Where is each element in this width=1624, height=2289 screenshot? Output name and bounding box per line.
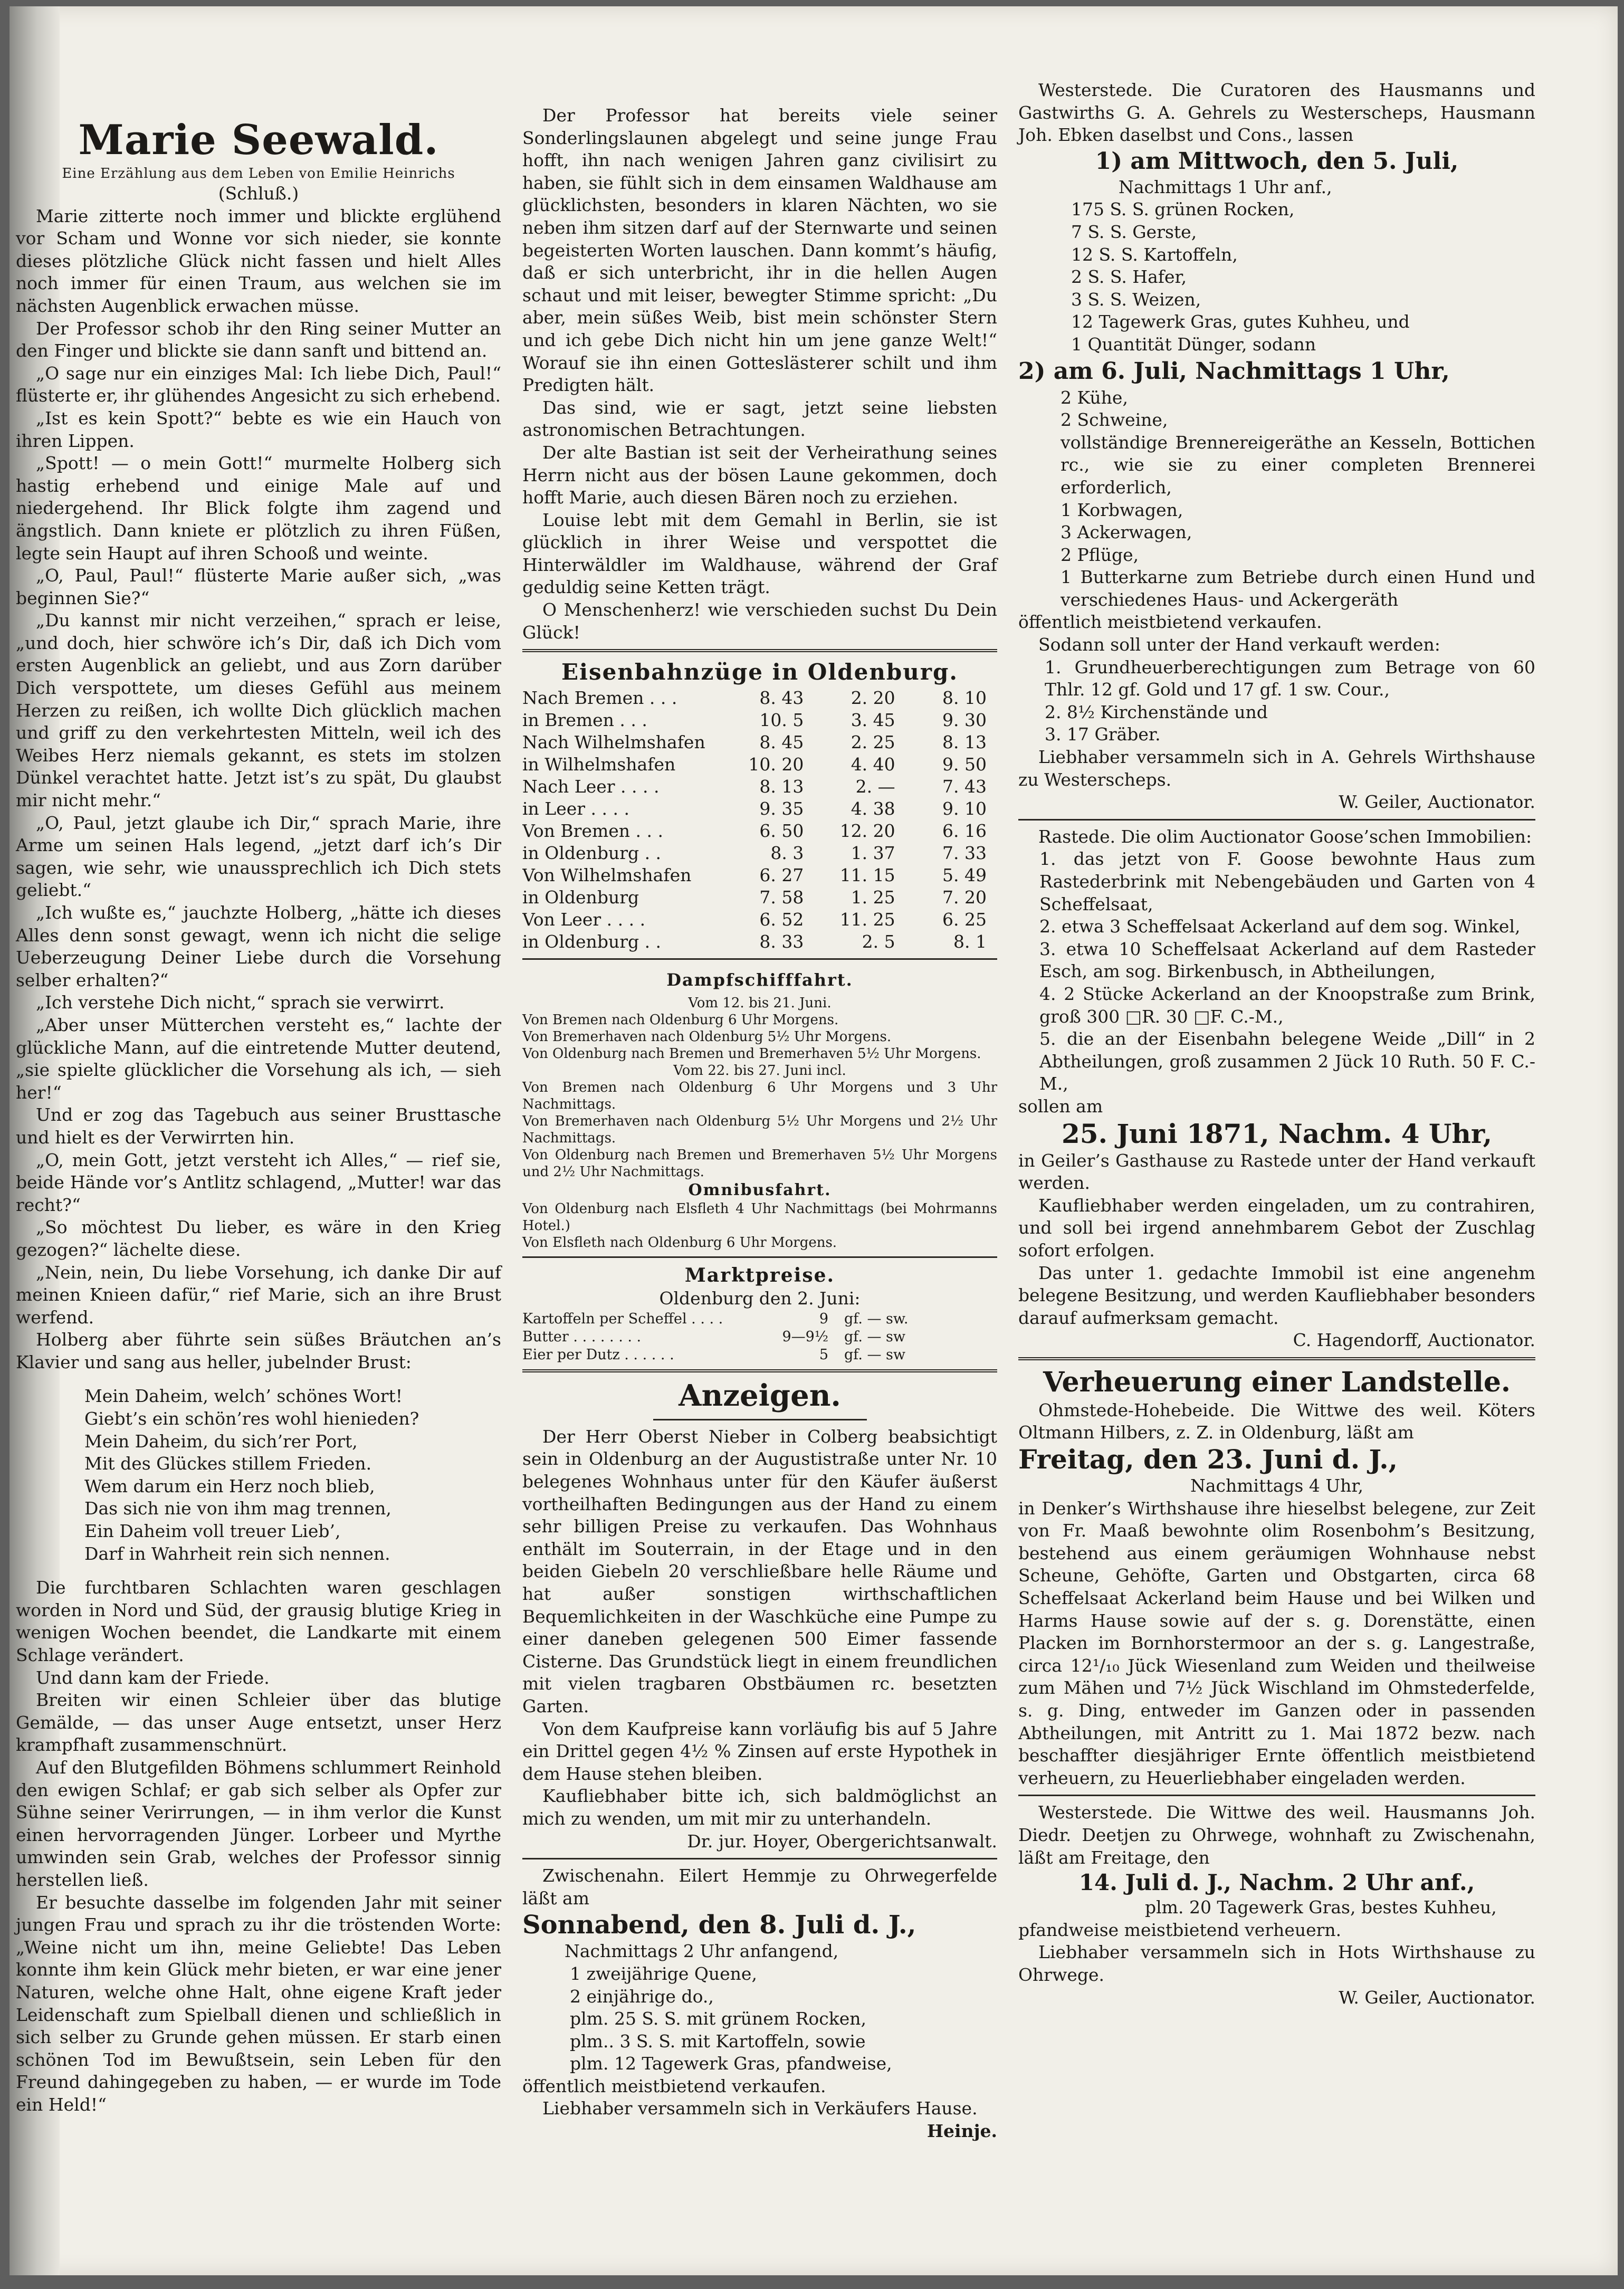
ad2-signature: Heinje. (926, 2121, 997, 2142)
a4-intro: Westerstede. Die Wittwe des weil. Hausmanns Joh. Diedr. Deetjen zu Ohrwege, wohnhaft zu Zwischenahn, läßt am Freitage, den (1018, 1802, 1535, 1868)
a2-place: in Geiler’s Gasthause zu Rastede unter der Hand verkauft werden. (1018, 1150, 1535, 1194)
story-poem (16, 1385, 501, 1565)
ad1-signature: Dr. jur. Hoyer, Obergerichtsanwalt. (687, 1830, 997, 1852)
ad2-end2: Liebhaber versammeln sich in Verkäufers Hause. (542, 2098, 978, 2119)
rail-time: 6. 27 (759, 865, 804, 886)
a2-item: 1. das jetzt von F. Goose bewohnte Haus zum Rastederbrink mit Nebengebäuden und Garten von 4 Scheffelsaat, (1039, 848, 1535, 914)
market-date: Oldenburg den 2. Juni: (659, 1288, 861, 1309)
rail-time: 6. 25 (942, 909, 987, 930)
rail-time: 3. 45 (851, 710, 895, 731)
poem-line: Giebt’s ein schön’res wohl hienieden? (84, 1408, 419, 1429)
story-paragraph: „Ist es kein Spott?“ bebte es wie ein Hauch von ihren Lippen. (16, 407, 501, 451)
a1-item: 2 Schweine, (1061, 409, 1168, 431)
a1-signature: W. Geiler, Auctionator. (1339, 791, 1535, 813)
story-paragraph: Die furchtbaren Schlachten waren geschlagen worden in Nord und Süd, der grausig blutige Krieg in wenigen Wochen beendet, die Landkarte mit einem Schlage verändert. (16, 1577, 501, 1665)
a1-item: 2 Kühe, (1061, 387, 1128, 408)
ad1-text-c: Kaufliebhaber bitte ich, sich baldmöglichst an mich zu wenden, um mit mir zu unterhandeln. (522, 1786, 997, 1829)
a4-t3: Liebhaber versammeln sich in Hots Wirthshause zu Ohrwege. (1018, 1942, 1535, 1985)
rail-row (522, 731, 997, 754)
market-u: gf. — sw (844, 1328, 906, 1345)
a1-item: 12 S. S. Kartoffeln, (1071, 244, 1238, 265)
story-paragraph: Louise lebt mit dem Gemahl in Berlin, sie ist glücklich in ihrer Weise und verspottet die Hinterwäldler im Waldhause, während der Graf geduldig seine Ketten trägt. (522, 509, 997, 598)
rail-row (522, 754, 997, 776)
a1-item: 2 Pflüge, (1061, 544, 1139, 565)
rail-time: 8. 1 (953, 931, 987, 952)
steam1-list (522, 1012, 997, 1062)
a1-list1 (1018, 198, 1535, 356)
a2-list (1018, 848, 1535, 1095)
a2-intro: Rastede. Die olim Auctionator Goose’schen Immobilien: (1038, 826, 1532, 847)
ad2-item: 2 einjährige do., (570, 1986, 714, 2007)
rail-station: in Wilhelmshafen (522, 754, 676, 775)
rail-time: 8. 13 (759, 776, 804, 797)
a1-item: 2. 8½ Kirchenstände und (1045, 701, 1268, 722)
story-paragraph: „O, Paul, Paul!“ flüsterte Marie außer sich, „was beginnen Sie?“ (16, 565, 501, 608)
rail-row (522, 709, 997, 731)
a1-item: 175 S. S. grünen Rocken, (1071, 199, 1295, 220)
rail-station: Nach Bremen . . . (522, 688, 677, 709)
rail-title: Eisenbahnzüge in Oldenburg. (561, 659, 958, 685)
rail-time: 6. 16 (942, 821, 987, 842)
rail-time: 11. 15 (839, 865, 895, 886)
market-item: Butter . . . . . . . . (522, 1328, 642, 1345)
rail-station: Von Bremen . . . (522, 821, 663, 842)
a2-t3: Das unter 1. gedachte Immobil ist eine angenehm belegene Besitzung, und werden Kaufliebhaber besonders darauf aufmerksam gemacht. (1018, 1262, 1535, 1328)
a1-t3: Liebhaber versammeln sich in A. Gehrels Wirthshause zu Westerscheps. (1018, 747, 1535, 790)
a1-item: 1 Quantität Dünger, sodann (1071, 333, 1316, 355)
a3-date: Freitag, den 23. Juni d. J., (1018, 1444, 1398, 1475)
story-paragraph: „Spott! — o mein Gott!“ murmelte Holberg sich hastig erhebend und einige Male auf und niedergehend. Ihr Blick folgte ihm zagend und ängstlich. Dann kniete er plötzlich zu ihren Füßen, legte sein Haupt auf ihren Schooß und weinte. (16, 453, 501, 564)
rail-time: 6. 52 (759, 909, 804, 930)
poem-line: Mit des Glückes stillem Frieden. (84, 1453, 372, 1474)
story-paragraph: „Aber unser Mütterchen versteht es,“ lachte der glückliche Mann, auf die eintretende Mutter deutend, „sie spielte glücklicher die Vorsehung als ich, — sieh her!“ (16, 1014, 501, 1103)
story-paragraph: Das sind, wie er sagt, jetzt seine liebsten astronomischen Betrachtungen. (522, 397, 997, 441)
rail-time: 8. 3 (770, 843, 804, 864)
a4-signature: W. Geiler, Auctionator. (1339, 1987, 1535, 2008)
rail-row (522, 842, 997, 864)
story-paragraph: Und er zog das Tagebuch aus seiner Brusttasche und hielt es der Verwirrten hin. (16, 1104, 501, 1148)
rail-row (522, 687, 997, 709)
story-paragraph: „So möchtest Du lieber, es wäre in den Krieg gezogen?“ lächelte diese. (16, 1217, 501, 1260)
a1-list2 (1018, 387, 1535, 612)
a2-signature: C. Hagendorff, Auctionator. (1293, 1330, 1535, 1351)
story-subtitle: Eine Erzählung aus dem Leben von Emilie Heinrichs (62, 166, 455, 182)
a1-item: 1. Grundheuerberechtigungen zum Betrage von 60 Thlr. 12 gf. Gold und 17 gf. 1 sw. Cour., (1045, 656, 1535, 700)
ad1-text-b: Von dem Kaufpreise kann vorläufig bis auf 5 Jahre ein Drittel gegen 4½ % Zinsen auf erste Hypothek in dem Hause stehen bleiben. (522, 1718, 997, 1784)
a1-item: 3. 17 Gräber. (1045, 724, 1161, 745)
a1-item: 1 Butterkarne zum Betriebe durch einen Hund und verschiedenes Haus- und Ackergeräth (1061, 567, 1535, 610)
a1-item: 3 Ackerwagen, (1061, 522, 1192, 543)
story-paragraph: Holberg aber führte sein süßes Bräutchen an’s Klavier und sang aus heller, jubelnder Brust: (16, 1329, 501, 1372)
ad2-end: öffentlich meistbietend verkaufen. (522, 2075, 826, 2096)
rail-station: Nach Wilhelmshafen (522, 732, 705, 753)
omni-list (522, 1200, 997, 1251)
a2-item: 3. etwa 10 Scheffelsaat Ackerland auf dem Rasteder Esch, am sog. Birkenbusch, in Abtheilungen, (1039, 938, 1535, 982)
a1-item: 1 Korbwagen, (1061, 499, 1183, 520)
a1-list3 (1018, 656, 1535, 746)
steam2-list (522, 1079, 997, 1180)
a1-t2: Sodann soll unter der Hand verkauft werden: (1038, 634, 1440, 655)
column-ads (1018, 79, 1535, 2009)
rail-station: Von Wilhelmshafen (522, 865, 692, 886)
a2-item: 2. etwa 3 Scheffelsaat Ackerland auf dem sog. Winkel, (1039, 916, 1521, 937)
steam-line: Von Bremerhaven nach Oldenburg 5½ Uhr Morgens und 2½ Uhr Nachmittags. (522, 1113, 997, 1147)
ad2-item: 1 zweijährige Quene, (570, 1963, 757, 1984)
rail-time: 7. 43 (942, 776, 987, 797)
a1-item: 2 S. S. Hafer, (1071, 266, 1187, 288)
story-paragraph: Der Professor schob ihr den Ring seiner Mutter an den Finger und blickte sie dann sanft und bittend an. (16, 318, 501, 361)
ad2-item: plm.. 3 S. S. mit Kartoffeln, sowie (570, 2030, 866, 2052)
rail-time: 9. 50 (942, 754, 987, 775)
story-end-paragraphs (522, 104, 997, 644)
a3-title: Verheuerung einer Landstelle. (1043, 1366, 1511, 1398)
rail-station: in Oldenburg . . (522, 843, 662, 864)
column-story (16, 79, 501, 2116)
story-schluss: (Schluß.) (218, 183, 299, 204)
market-u: gf. — sw (844, 1346, 906, 1363)
ads-title: Anzeigen. (679, 1378, 841, 1413)
story-paragraph: Auf den Blutgefilden Böhmens schlummert Reinhold den ewigen Schlaf; er gab sich selber als Opfer zur Sühne seiner Verirrungen, — in ihm verlor die Kunst einen hervorragenden Jünger. Lorbeer und Myrthe umwinden sein Grab, welches der Professor sinnig herstellen ließ. (16, 1757, 501, 1890)
market-val: 9 (819, 1310, 828, 1327)
rail-row (522, 886, 997, 909)
a3-time: Nachmittags 4 Uhr, (1190, 1475, 1364, 1496)
omni-line: Von Oldenburg nach Elsfleth 4 Uhr Nachmittags (bei Mohrmanns Hotel.) (522, 1201, 997, 1234)
rail-time: 8. 13 (942, 732, 987, 753)
rail-time: 8. 10 (942, 688, 987, 709)
ad2-date: Sonnabend, den 8. Juli d. J., (522, 1910, 916, 1940)
rail-row (522, 931, 997, 953)
rail-station: Von Leer . . . . (522, 909, 646, 930)
rail-time: 2. 25 (851, 732, 895, 753)
story-paragraph: Marie zitterte noch immer und blickte erglühend vor Scham und Wonne vor sich nieder, sie konnte dieses plötzliche Glück nicht fassen und hielt Alles noch immer für einen Traum, aus welchen sie im nächsten Augenblick erwachen müsse. (16, 205, 501, 316)
market-row (522, 1310, 997, 1328)
steam-line: Von Oldenburg nach Bremen und Bremerhaven 5½ Uhr Morgens. (522, 1046, 981, 1062)
poem-line: Darf in Wahrheit rein sich nennen. (84, 1543, 390, 1564)
a1-intro: Westerstede. Die Curatoren des Hausmanns und Gastwirths G. A. Gehrels zu Westerscheps, Hausmann Joh. Ebken daselbst und Cons., lassen (1018, 80, 1535, 146)
a1-time1: Nachmittags 1 Uhr anf., (1119, 176, 1332, 197)
a4-t2: pfandweise meistbietend verheuern. (1018, 1919, 1342, 1940)
poem-line: Wem darum ein Herz noch blieb, (84, 1475, 375, 1496)
rail-time: 1. 25 (851, 887, 895, 908)
rail-row (522, 909, 997, 931)
rail-time: 7. 58 (759, 887, 804, 908)
poem-line: Mein Daheim, welch’ schönes Wort! (84, 1386, 403, 1407)
ad2-intro: Zwischenahn. Eilert Hemmje zu Ohrwegerfelde läßt am (522, 1865, 997, 1909)
story-paragraph: Der alte Bastian ist seit der Verheirathung seines Herrn nicht aus der bösen Laune gekommen, doch hofft Marie, auch diesen Bären noch zu erziehen. (522, 442, 997, 508)
rail-timetable (522, 687, 997, 953)
a2-item: 4. 2 Stücke Ackerland an der Knoopstraße zum Brink, groß 300 □R. 30 □F. C.-M., (1039, 983, 1535, 1027)
story-paragraph: O Menschenherz! wie verschieden suchst Du Dein Glück! (522, 599, 997, 643)
a1-date1: 1) am Mittwoch, den 5. Juli, (1095, 147, 1459, 175)
story-paragraph: „O sage nur ein einziges Mal: Ich liebe Dich, Paul!“ flüsterte er, ihr glühendes Angesicht zu sich erhebend. (16, 363, 501, 406)
market-val: 5 (819, 1346, 828, 1363)
rail-row (522, 820, 997, 842)
omni-line: Von Elsfleth nach Oldenburg 6 Uhr Morgens. (522, 1235, 837, 1251)
rail-time: 2. 20 (851, 688, 895, 709)
rail-station: in Bremen . . . (522, 710, 647, 731)
market-row (522, 1328, 997, 1346)
market-title: Marktpreise. (684, 1264, 835, 1287)
rail-time: 10. 5 (759, 710, 804, 731)
rail-time: 9. 35 (759, 798, 804, 819)
rail-time: 5. 49 (942, 865, 987, 886)
rail-time: 1. 37 (851, 843, 895, 864)
ad2-item: plm. 25 S. S. mit grünem Rocken, (570, 2008, 867, 2029)
story-paragraphs-2 (16, 1577, 501, 2116)
a1-item: 7 S. S. Gerste, (1071, 221, 1197, 242)
rail-time: 8. 33 (759, 931, 804, 952)
a1-item: 3 S. S. Weizen, (1071, 289, 1201, 310)
rail-time: 7. 20 (942, 887, 987, 908)
story-paragraph: „O, Paul, jetzt glaube ich Dir,“ sprach Marie, ihre Arme um seinen Hals legend, „jetzt darf ich’s Dir sagen, wie sehr, wie unaussprechlich ich Dich stets geliebt.“ (16, 812, 501, 901)
steam-line: Von Bremen nach Oldenburg 6 Uhr Morgens. (522, 1012, 839, 1028)
story-title: Marie Seewald. (78, 116, 439, 164)
story-paragraph: Er besuchte dasselbe im folgenden Jahr mit seiner jungen Frau und sprach zu ihr die tröstenden Worte: „Weine nicht um ihn, meine Geliebte! Das Leben konnte ihm kein Glück mehr bieten, er war eine jener Naturen, welche ohne Halt, ohne eigene Kraft jeder Leidenschaft zum Spielball dienen und schließlich in sich selber zu Grunde gehen müssen. Er starb einen schönen Tod im Bewußtsein, sein Leben für den Freund dahingegeben zu haben, — er wurde im Tode ein Held!“ (16, 1892, 501, 2115)
story-paragraph: „Ich wußte es,“ jauchzte Holberg, „hätte ich dieses Alles denn sonst gewagt, wenn ich nicht die selige Ueberzeugung Deiner Liebe durch die Vorsehung selber erhalten?“ (16, 902, 501, 990)
market-prices (522, 1310, 997, 1364)
rail-time: 9. 30 (942, 710, 987, 731)
omni-title: Omnibusfahrt. (688, 1181, 832, 1200)
story-paragraphs (16, 205, 501, 1374)
story-paragraph: Der Professor hat bereits viele seiner Sonderlingslaunen abgelegt und seine junge Frau hofft, ihn nach wenigen Jahren ganz civilisirt zu haben, sie fühlt sich in dem einsamen Waldhause am glücklichsten, besonders in klaren Nächten, wo sie neben ihm sitzen darf auf der Sternwarte und seinen begeisterten Worten lauschen. Dann kommt’s häufig, daß er sich unterbricht, ihr in die hellen Augen schaut und mit leiser, bewegter Stimme spricht: „Du aber, mein süßes Weib, bist mein schönster Stern und ich gebe Dich nicht hin um jene ganze Welt!“ Worauf sie ihn einen Gotteslästerer schilt und ihm Predigten hält. (522, 105, 997, 396)
story-paragraph: „O, mein Gott, jetzt versteht ich Alles,“ — rief sie, beide Hände vor’s Antlitz schlagend, „Mutter! war das recht?“ (16, 1149, 501, 1215)
steam1-head: Vom 12. bis 21. Juni. (688, 995, 832, 1012)
story-paragraph: „Ich verstehe Dich nicht,“ sprach sie verwirrt. (36, 992, 445, 1013)
rail-station: in Oldenburg (522, 887, 639, 908)
story-paragraph: „Nein, nein, Du liebe Vorsehung, ich danke Dir auf meinen Knieen dafür,“ rief Marie, sich an ihre Brust werfend. (16, 1262, 501, 1328)
rail-time: 12. 20 (839, 821, 895, 842)
a3-intro: Ohmstede-Hohebeide. Die Wittwe des weil. Köters Oltmann Hilbers, z. Z. in Oldenburg, läßt am (1018, 1399, 1535, 1443)
rail-time: 8. 43 (759, 688, 804, 709)
a1-t1: öffentlich meistbietend verkaufen. (1018, 612, 1322, 633)
rail-time: 8. 45 (759, 732, 804, 753)
a2-date: 25. Juni 1871, Nachm. 4 Uhr, (1061, 1118, 1492, 1149)
a1-item: vollständige Brennereigeräthe an Kesseln, Bottichen rc., wie sie zu einer completen Brennerei erforderlich, (1061, 432, 1535, 498)
rail-time: 7. 33 (942, 843, 987, 864)
rail-station: in Leer . . . . (522, 798, 629, 819)
rail-row (522, 864, 997, 886)
market-u: gf. — sw. (844, 1310, 909, 1327)
rail-time: 4. 38 (851, 798, 895, 819)
rail-time: 9. 10 (942, 798, 987, 819)
story-paragraph: Und dann kam der Friede. (36, 1667, 270, 1688)
rail-time: 2. 5 (862, 931, 895, 952)
a4-t1: plm. 20 Tagewerk Gras, bestes Kuhheu, (1145, 1897, 1497, 1918)
poem-line: Das sich nie von ihm mag trennen, (84, 1498, 391, 1519)
market-item: Kartoffeln per Scheffel . . . . (522, 1310, 723, 1327)
rail-time: 2. — (855, 776, 895, 797)
rail-row (522, 776, 997, 798)
poem-line: Ein Daheim voll treuer Lieb’, (84, 1521, 341, 1542)
rail-station: Nach Leer . . . . (522, 776, 660, 797)
story-paragraph: „Du kannst mir nicht verzeihen,“ sprach er leise, „und doch, hier schwöre ich’s Dir, daß ich Dich vom ersten Augenblick an geliebt, und aus Zorn darüber Dich verspottete, um dieses Gefühl aus meinem Herzen zu reißen, ich wollte Dich glücklich machen und griff zu den verkehrtesten Mitteln, weil ich des Weibes Herz niemals gekannt, es stets im stolzen Dünkel verachtet hatte. Jetzt ist’s zu spät, Du glaubst mir nicht mehr.“ (16, 610, 501, 811)
a2-item: 5. die an der Eisenbahn belegene Weide „Dill“ in 2 Abtheilungen, groß zusammen 2 Jück 10 Ruth. 50 F. C.-M., (1039, 1028, 1535, 1094)
a4-date: 14. Juli d. J., Nachm. 2 Uhr anf., (1078, 1870, 1475, 1896)
rail-time: 4. 40 (851, 754, 895, 775)
ad2-time: Nachmittags 2 Uhr anfangend, (565, 1941, 839, 1962)
rail-time: 6. 50 (759, 821, 804, 842)
rail-time: 11. 25 (839, 909, 895, 930)
ad2-list (522, 1963, 997, 2075)
market-val: 9—9½ (782, 1328, 828, 1345)
steam-line: Von Oldenburg nach Bremen und Bremerhaven 5½ Uhr Morgens und 2½ Uhr Nachmittags. (522, 1147, 997, 1180)
rail-row (522, 798, 997, 820)
a2-t2: Kaufliebhaber werden eingeladen, um zu contrahiren, und soll bei irgend annehmbarem Gebot der Zuschlag sofort erfolgen. (1018, 1195, 1535, 1261)
steam-title: Dampfschifffahrt. (666, 970, 853, 990)
ad1-text: Der Herr Oberst Nieber in Colberg beabsichtigt sein in Oldenburg an der Augustistraße unter Nr. 10 belegenes Wohnhaus unter für den Käufer äußerst vortheilhaften Bedingungen aus der Hand zu einem sehr billigen Preise zu verkaufen. Das Wohnhaus enthält im Souterrain, in der Etage und in den beiden Giebeln 20 verschließbare helle Räume und hat außer sonstigen wirthschaftlichen Bequemlichkeiten in der Waschküche eine Pumpe zu einer daneben gelegenen 500 Eimer fassende Cisterne. Das Grundstück liegt in einem freundlichen mit vielen tragbaren Obstbäumen rc. besetzten Garten. (522, 1426, 997, 1716)
steam2-head: Vom 22. bis 27. Juni incl. (673, 1063, 846, 1079)
a3-text: in Denker’s Wirthshause ihre hieselbst belegene, zur Zeit von Fr. Maaß bewohnte olim Rosenbohm’s Besitzung, bestehend aus einem geräumigen Wohnhause nebst Scheune, Gehöfte, Garten und Obstgarten, circa 68 Scheffelsaat Ackerland beim Hause und bei Wilken und Harms Hause sowie auf der s. g. Dorenstätte, einen Placken im Bornhorstermoor an der s. g. Langestraße, circa 12¹/₁₀ Jück Wiesenland zum Weiden und theilweise zum Mähen und 7½ Jück Wischland im Ohmstederfelde, s. g. Ding, entweder im Ganzen oder in passenden Abtheilungen, mit Antritt zu 1. Mai 1872 bezw. nach beschaffter diesjähriger Ernte öffentlich meistbietend verheuern, zu Heuerliebhaber eingeladen werden. (1018, 1498, 1535, 1788)
rail-time: 10. 20 (748, 754, 804, 775)
steam-line: Von Bremen nach Oldenburg 6 Uhr Morgens und 3 Uhr Nachmittags. (522, 1080, 997, 1113)
steam-line: Von Bremerhaven nach Oldenburg 5½ Uhr Morgens. (522, 1029, 892, 1045)
column-middle (522, 79, 997, 2143)
poem-line: Mein Daheim, du sich’rer Port, (84, 1430, 358, 1452)
rail-station: in Oldenburg . . (522, 931, 662, 952)
market-row (522, 1346, 997, 1364)
ad2-item: plm. 12 Tagewerk Gras, pfandweise, (570, 2053, 892, 2074)
a2-t1: sollen am (1018, 1095, 1103, 1117)
market-item: Eier per Dutz . . . . . . (522, 1346, 674, 1363)
story-paragraph: Breiten wir einen Schleier über das blutige Gemälde, — das unser Auge entsetzt, unser Herz krampfhaft zusammenschnürt. (16, 1690, 501, 1756)
a1-date2: 2) am 6. Juli, Nachmittags 1 Uhr, (1018, 357, 1450, 385)
a1-item: 12 Tagewerk Gras, gutes Kuhheu, und (1071, 311, 1410, 332)
